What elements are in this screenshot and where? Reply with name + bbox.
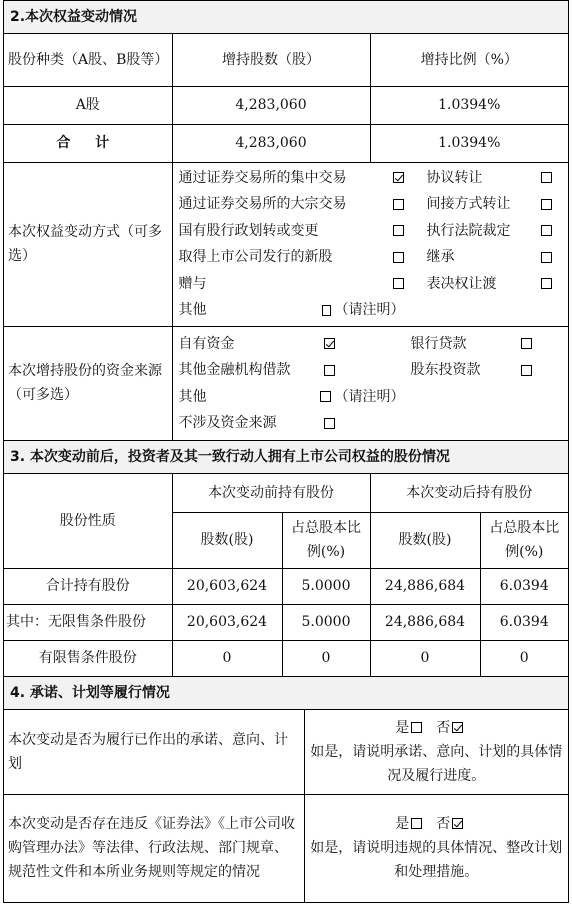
method-court-checkbox[interactable] — [541, 225, 552, 236]
section4-title: 4. 承诺、计划等履行情况 — [4, 677, 568, 710]
fund-bank-label: 银行贷款 — [410, 335, 467, 352]
violation-instruction: 如是，请说明违规的具体情况、整改计划和处理措施。 — [310, 840, 563, 881]
fund-other-note: （请注明） — [334, 388, 405, 405]
before-shares-header: 股数(股) — [172, 512, 282, 568]
fund-shareholder-checkbox[interactable] — [521, 365, 532, 376]
disclosure-page — [3, 0, 569, 903]
method-new-shares-checkbox[interactable] — [393, 252, 404, 263]
method-block-checkbox[interactable] — [393, 199, 404, 210]
commitment-no-label: 否 — [436, 719, 451, 736]
method-centralized-checkbox[interactable] — [393, 172, 404, 183]
commitment-yes-checkbox[interactable] — [411, 722, 422, 733]
row-total-ratio: 1.0394% — [370, 124, 568, 162]
commitment-yes-no — [309, 716, 565, 740]
fund-own-checkbox[interactable] — [324, 338, 335, 349]
section2-title: 2.本次权益变动情况 — [4, 1, 568, 34]
fund-none-label: 不涉及资金来源 — [178, 415, 277, 431]
unrestricted-nature: 其中：无限售条件股份 — [4, 604, 172, 640]
method-other-checkbox[interactable] — [322, 305, 330, 316]
method-inherit-checkbox[interactable] — [541, 252, 552, 263]
method-label: 本次权益变动方式（可多选） — [4, 162, 172, 326]
unrestricted-before-ratio: 5.0000 — [282, 604, 370, 640]
total-before-shares: 20,603,624 — [172, 568, 282, 604]
method-inherit-label: 继承 — [426, 249, 455, 266]
fund-shareholder-label: 股东投资款 — [410, 362, 481, 378]
total-nature: 合计持有股份 — [4, 568, 172, 604]
restricted-nature: 有限售条件股份 — [4, 640, 172, 676]
fund-own-label: 自有资金 — [178, 335, 235, 352]
violation-no-label: 否 — [436, 816, 451, 833]
after-header: 本次变动后持有股份 — [370, 474, 568, 512]
fund-bank-checkbox[interactable] — [521, 338, 532, 349]
violation-yes-label: 是 — [395, 816, 410, 833]
fund-label: 本次增持股份的资金来源（可多选） — [4, 326, 172, 440]
equity-change-table — [4, 34, 568, 440]
share-type-header: 股份种类（A股、B股等） — [4, 34, 172, 86]
commitment-yes-label: 是 — [395, 719, 410, 736]
unrestricted-before-shares: 20,603,624 — [172, 604, 282, 640]
section-commitments — [3, 676, 569, 903]
fund-other-checkbox[interactable] — [320, 391, 331, 402]
fund-options-right — [405, 330, 563, 436]
ratio-header: 增持比例（%） — [370, 34, 568, 86]
violation-answer — [304, 794, 568, 902]
holdings-table — [4, 474, 568, 676]
method-indirect-label: 间接方式转让 — [426, 196, 511, 213]
section3-title: 3. 本次变动前后，投资者及其一致行动人拥有上市公司权益的股份情况 — [4, 441, 568, 474]
violation-question: 本次变动是否存在违反《证券法》《上市公司收购管理办法》等法律、行政法规、部门规章、规范性文件和本所业务规则等规定的情况 — [4, 794, 304, 902]
fund-options-left — [179, 330, 405, 436]
method-vote-label: 表决权让渡 — [426, 275, 497, 292]
method-indirect-checkbox[interactable] — [541, 199, 552, 210]
fund-other-label: 其他 — [178, 388, 207, 405]
method-block-label: 通过证券交易所的大宗交易 — [178, 196, 347, 213]
row-a-shares: 4,283,060 — [172, 86, 370, 124]
fund-none-checkbox[interactable] — [324, 418, 335, 429]
unrestricted-after-ratio: 6.0394 — [480, 604, 568, 640]
row-total-shares: 4,283,060 — [172, 124, 370, 162]
after-shares-header: 股数(股) — [370, 512, 480, 568]
restricted-before-ratio: 0 — [282, 640, 370, 676]
method-centralized-label: 通过证券交易所的集中交易 — [178, 169, 347, 186]
fund-loan-other-checkbox[interactable] — [324, 365, 335, 376]
violation-no-checkbox[interactable] — [452, 818, 463, 829]
section-holdings — [3, 440, 569, 676]
restricted-after-ratio: 0 — [480, 640, 568, 676]
method-agreement-label: 协议转让 — [426, 169, 483, 186]
unrestricted-after-shares: 24,886,684 — [370, 604, 480, 640]
method-new-shares-label: 取得上市公司发行的新股 — [178, 249, 333, 266]
method-state-transfer-checkbox[interactable] — [393, 225, 404, 236]
fund-options — [172, 326, 568, 440]
method-agreement-checkbox[interactable] — [541, 172, 552, 183]
section-equity-change — [3, 0, 569, 440]
shares-header: 增持股数（股） — [172, 34, 370, 86]
method-options-right — [405, 165, 563, 324]
method-vote-checkbox[interactable] — [541, 278, 552, 289]
method-other-note: （请注明） — [334, 302, 405, 319]
row-a-type: A股 — [4, 86, 172, 124]
nature-header: 股份性质 — [4, 474, 172, 568]
commitment-question: 本次变动是否为履行已作出的承诺、意向、计划 — [4, 710, 304, 794]
restricted-before-shares: 0 — [172, 640, 282, 676]
method-court-label: 执行法院裁定 — [426, 222, 511, 239]
commitments-table — [4, 710, 568, 902]
total-after-ratio: 6.0394 — [480, 568, 568, 604]
violation-yes-no — [309, 812, 565, 836]
row-total-type: 合 计 — [4, 124, 172, 162]
commitment-no-checkbox[interactable] — [452, 722, 463, 733]
method-other-label: 其他 — [178, 302, 207, 319]
method-options — [172, 162, 568, 326]
violation-yes-checkbox[interactable] — [411, 818, 422, 829]
before-header: 本次变动前持有股份 — [172, 474, 370, 512]
commitment-instruction: 如是，请说明承诺、意向、计划的具体情况及履行进度。 — [310, 743, 563, 784]
row-a-ratio: 1.0394% — [370, 86, 568, 124]
before-ratio-header: 占总股本比例(%) — [282, 512, 370, 568]
fund-loan-other-label: 其他金融机构借款 — [178, 362, 291, 378]
method-gift-checkbox[interactable] — [393, 278, 404, 289]
method-state-transfer-label: 国有股行政划转或变更 — [178, 222, 319, 239]
total-before-ratio: 5.0000 — [282, 568, 370, 604]
commitment-answer — [304, 710, 568, 794]
method-options-left — [179, 165, 405, 324]
after-ratio-header: 占总股本比例(%) — [480, 512, 568, 568]
restricted-after-shares: 0 — [370, 640, 480, 676]
total-after-shares: 24,886,684 — [370, 568, 480, 604]
method-gift-label: 赠与 — [178, 275, 207, 292]
